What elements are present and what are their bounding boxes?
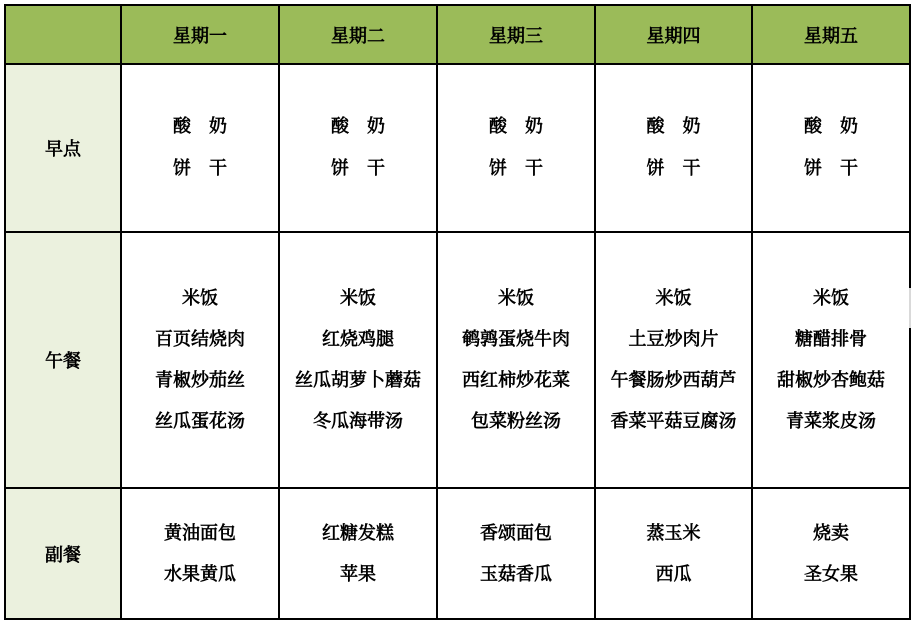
menu-cell (279, 488, 437, 619)
menu-item: 土豆炒肉片 (628, 329, 719, 350)
menu-cell (437, 488, 595, 619)
menu-item: 米饭 (182, 288, 218, 309)
side-meal-row (5, 488, 910, 619)
menu-item: 酸 奶 (331, 116, 385, 137)
menu-item: 米饭 (813, 288, 849, 309)
menu-item: 饼 干 (331, 158, 385, 179)
menu-item: 玉菇香瓜 (480, 563, 552, 585)
menu-cell (752, 232, 910, 488)
menu-item: 酸 奶 (646, 116, 701, 137)
day-header: 星期四 (595, 5, 752, 64)
menu-cell (595, 488, 752, 619)
menu-cell (595, 64, 752, 232)
menu-item: 饼 干 (173, 158, 227, 179)
menu-item: 西瓜 (655, 563, 692, 585)
weekly-menu-table (4, 4, 911, 620)
day-header: 星期二 (279, 5, 437, 64)
menu-cell (437, 64, 595, 232)
lunch-row (5, 232, 910, 488)
menu-cell (121, 488, 279, 619)
menu-item: 百页结烧肉 (155, 329, 245, 350)
menu-item: 青菜浆皮汤 (786, 411, 876, 432)
breakfast-row (5, 64, 910, 232)
menu-item: 冬瓜海带汤 (313, 411, 403, 432)
corner-cell (5, 5, 121, 64)
menu-item: 蒸玉米 (646, 522, 701, 544)
menu-cell (279, 64, 437, 232)
menu-item: 甜椒炒杏鲍菇 (777, 370, 885, 391)
menu-item: 红烧鸡腿 (322, 329, 394, 350)
menu-item: 丝瓜胡萝卜蘑菇 (295, 370, 421, 391)
menu-cell (752, 488, 910, 619)
row-label: 早点 (5, 64, 121, 232)
menu-item: 青椒炒茄丝 (155, 370, 245, 391)
menu-item: 红糖发糕 (322, 522, 394, 544)
row-label: 午餐 (5, 232, 121, 488)
menu-item: 饼 干 (646, 158, 701, 179)
menu-item: 西红柿炒花菜 (462, 370, 570, 391)
menu-item: 酸 奶 (173, 116, 227, 137)
menu-item: 鹌鹑蛋烧牛肉 (462, 329, 570, 350)
menu-cell (595, 232, 752, 488)
menu-cell (752, 64, 910, 232)
menu-cell (121, 64, 279, 232)
menu-item: 午餐肠炒西葫芦 (610, 370, 737, 391)
menu-item: 香颂面包 (480, 522, 552, 544)
menu-cell (437, 232, 595, 488)
day-header: 星期三 (437, 5, 595, 64)
menu-item: 圣女果 (804, 563, 858, 585)
menu-item: 丝瓜蛋花汤 (155, 411, 245, 432)
menu-item: 糖醋排骨 (795, 329, 867, 350)
day-header: 星期五 (752, 5, 910, 64)
menu-item: 包菜粉丝汤 (471, 411, 561, 432)
menu-item: 水果黄瓜 (164, 563, 236, 585)
row-label: 副餐 (5, 488, 121, 619)
header-row (5, 5, 910, 64)
menu-item: 饼 干 (489, 158, 543, 179)
menu-cell (121, 232, 279, 488)
menu-item: 苹果 (340, 563, 376, 585)
menu-item: 米饭 (655, 288, 692, 309)
menu-item: 米饭 (340, 288, 376, 309)
menu-item: 烧卖 (813, 522, 849, 544)
menu-item: 饼 干 (804, 158, 858, 179)
menu-item: 米饭 (498, 288, 534, 309)
menu-item: 酸 奶 (804, 116, 858, 137)
menu-item: 黄油面包 (164, 522, 236, 544)
menu-item: 香菜平菇豆腐汤 (610, 411, 737, 432)
day-header: 星期一 (121, 5, 279, 64)
menu-cell (279, 232, 437, 488)
menu-item: 酸 奶 (489, 116, 543, 137)
edge-marker (909, 288, 911, 328)
